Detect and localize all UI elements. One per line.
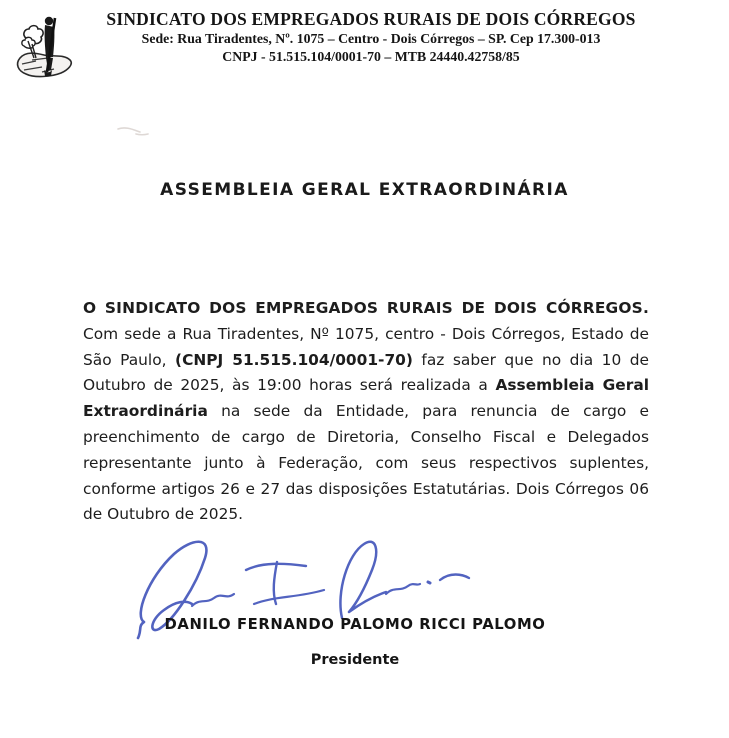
lead-sentence: O SINDICATO DOS EMPREGADOS RURAIS DE DOIS CÓRREGOS.: [83, 299, 649, 317]
org-name: SINDICATO DOS EMPREGADOS RURAIS DE DOIS CÓRREGOS: [106, 9, 636, 29]
body-segment-1: Com sede a Rua Tiradentes, Nº 1075, centro - Dois Córregos, Estado de São Paulo,: [83, 324, 649, 369]
document-title: ASSEMBLEIA GERAL EXTRAORDINÁRIA: [160, 180, 569, 200]
org-registry: CNPJ - 51.515.104/0001-70 – MTB 24440.42758/85: [222, 49, 520, 64]
signer-role: Presidente: [310, 652, 400, 668]
signer-name: DANILO FERNANDO PALOMO RICCI PALOMO: [164, 616, 546, 633]
notice-body: [83, 296, 649, 528]
body-segment-2: faz saber que no dia 10 de Outubro de 2025, às 19:00 horas será realizada a: [83, 350, 649, 395]
notice-paragraph: [83, 322, 649, 528]
letterhead: [85, 8, 657, 66]
scan-smudge-mark: [116, 124, 152, 138]
body-segment-3: na sede da Entidade, para renuncia de cargo e preenchimento de cargo de Diretoria, Conselho Fiscal e Delegados representante junto à Federação, com seus respectivos suplentes, conforme artigos 26 e 27 das disposições Estatutárias. Dois Córregos 06 de Outubro de 2025.: [83, 402, 649, 524]
org-address: Sede: Rua Tiradentes, Nº. 1075 – Centro - Dois Córregos – SP. Cep 17.300-013: [141, 31, 601, 46]
union-emblem-icon: [8, 14, 80, 88]
event-name-bold: Assembleia Geral Extraordinária: [83, 376, 649, 421]
cnpj-bold: (CNPJ 51.515.104/0001-70): [175, 350, 413, 369]
